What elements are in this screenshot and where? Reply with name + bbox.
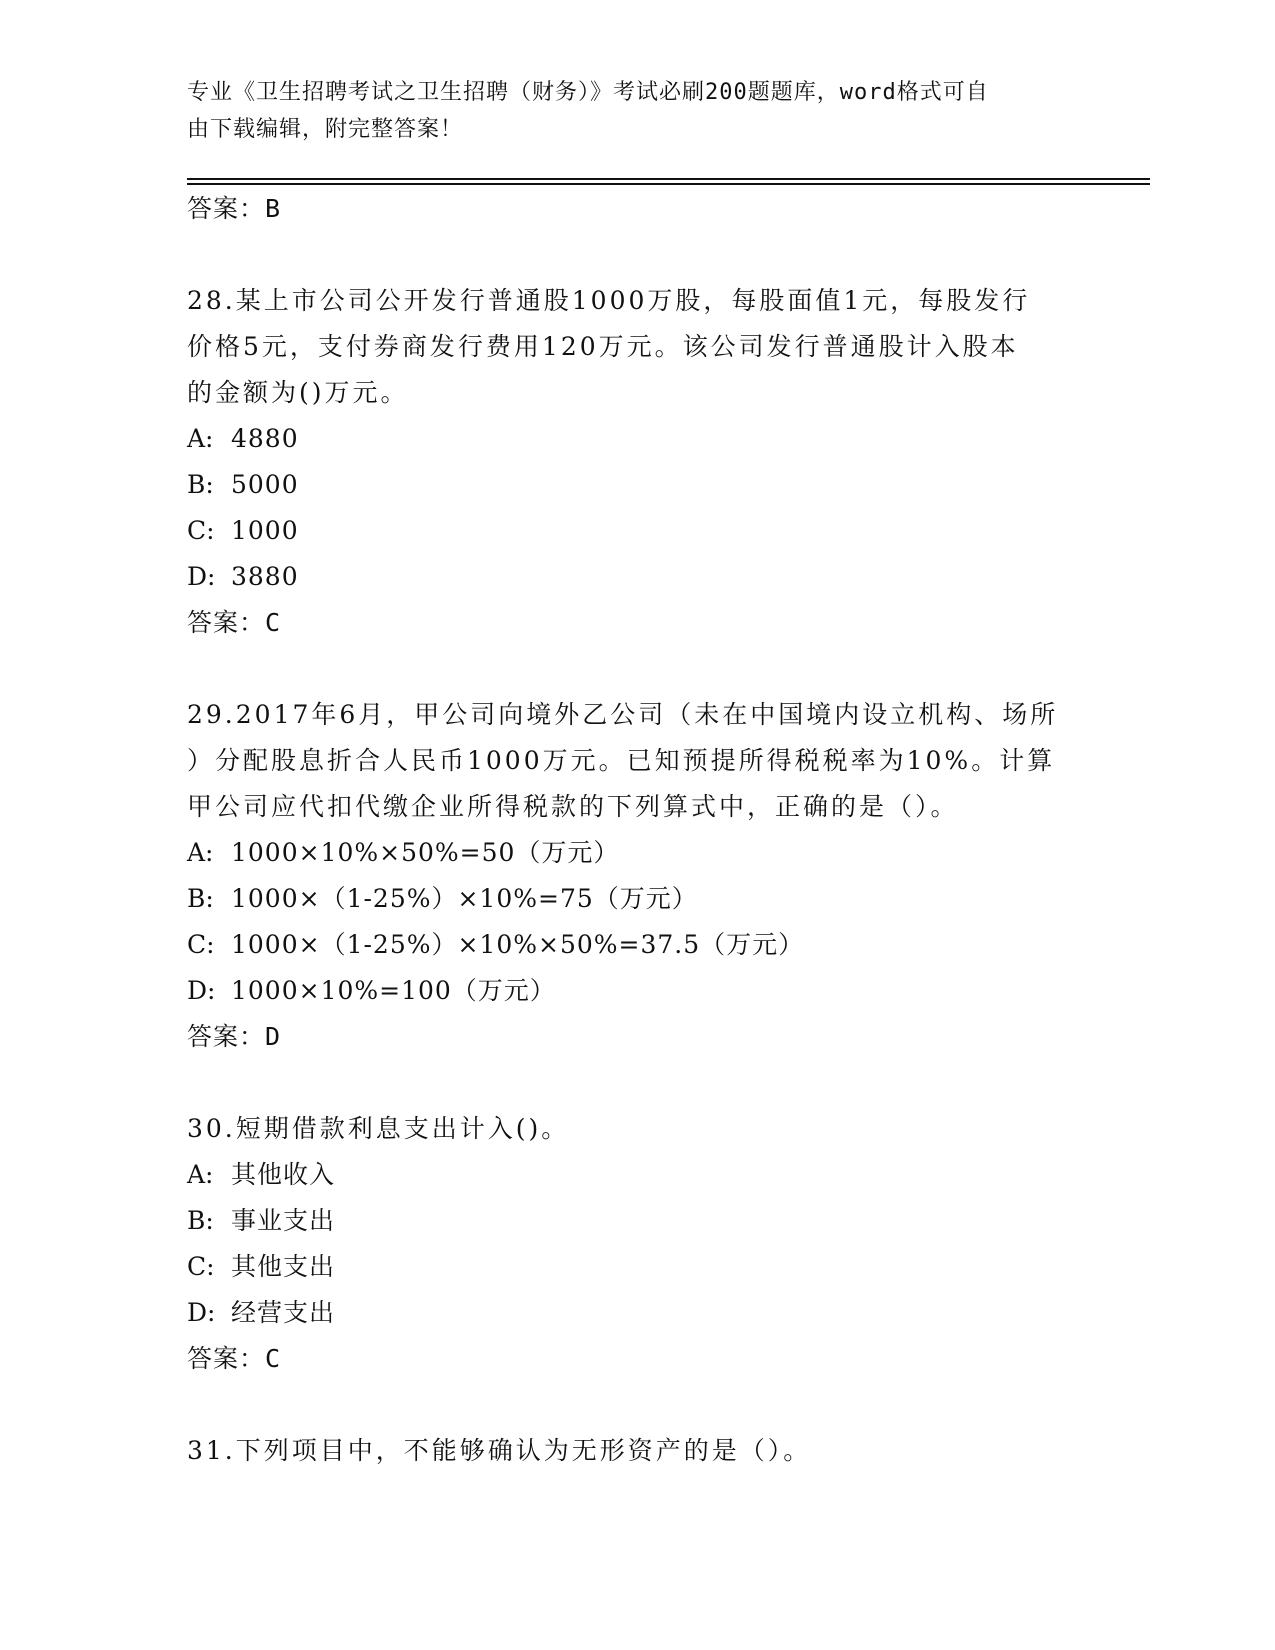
option-label: D:	[187, 1298, 216, 1327]
option-label: B:	[187, 884, 214, 913]
option-label: C:	[187, 1252, 215, 1281]
option-text: 其他收入	[231, 1160, 336, 1189]
question-text-line: 价格5元，支付券商发行费用120万元。该公司发行普通股计入股本	[187, 332, 1019, 361]
option-a	[187, 416, 1067, 462]
option-text: 3880	[231, 562, 299, 591]
option-c	[187, 922, 1067, 968]
question-text-line: 29.2017年6月，甲公司向境外乙公司（未在中国境内设立机构、场所	[187, 700, 1059, 729]
option-b	[187, 1198, 1067, 1244]
option-text: 其他支出	[231, 1252, 336, 1281]
question-text-line: 的金额为()万元。	[187, 378, 409, 407]
option-text: 5000	[231, 470, 299, 499]
option-d	[187, 554, 1067, 600]
header-line-1: 专业《卫生招聘考试之卫生招聘（财务）》考试必刷200题题库，word格式可自	[187, 80, 989, 105]
option-text: 4880	[231, 424, 299, 453]
option-label: B:	[187, 470, 214, 499]
option-a	[187, 1152, 1067, 1198]
question-text-line: 28.某上市公司公开发行普通股1000万股，每股面值1元，每股发行	[187, 286, 1031, 315]
question-text-line: ）分配股息折合人民币1000万元。已知预提所得税税率为10%。计算	[187, 746, 1056, 775]
question-answer: 答案：C	[187, 1344, 282, 1373]
option-c	[187, 508, 1067, 554]
option-text: 1000×（1-25%）×10%=75（万元）	[231, 884, 698, 913]
header-rule-bottom	[187, 183, 1150, 185]
question-text-line: 30.短期借款利息支出计入()。	[187, 1114, 570, 1143]
spacer	[187, 646, 1067, 692]
option-text: 1000×10%=100（万元）	[231, 976, 556, 1005]
option-label: D:	[187, 562, 216, 591]
option-b	[187, 462, 1067, 508]
option-label: B:	[187, 1206, 214, 1235]
question-answer: 答案：C	[187, 608, 282, 637]
question-28	[187, 278, 1067, 646]
previous-answer: 答案：B	[187, 194, 282, 223]
option-label: C:	[187, 516, 215, 545]
option-text: 经营支出	[231, 1298, 336, 1327]
option-label: A:	[187, 424, 214, 453]
question-text-line: 甲公司应代扣代缴企业所得税款的下列算式中，正确的是（）。	[187, 792, 959, 821]
option-text: 1000×（1-25%）×10%×50%=37.5（万元）	[231, 930, 805, 959]
document-body	[187, 186, 1067, 1474]
option-text: 1000	[231, 516, 299, 545]
option-text: 1000×10%×50%=50（万元）	[231, 838, 620, 867]
page-header	[187, 74, 1067, 148]
question-31	[187, 1428, 1067, 1474]
option-d	[187, 1290, 1067, 1336]
header-rule-top	[187, 178, 1150, 180]
option-b	[187, 876, 1067, 922]
option-text: 事业支出	[231, 1206, 336, 1235]
spacer	[187, 1382, 1067, 1428]
option-c	[187, 1244, 1067, 1290]
header-line-2: 由下载编辑，附完整答案！	[187, 117, 464, 142]
option-label: A:	[187, 1160, 214, 1189]
question-answer: 答案：D	[187, 1022, 282, 1051]
spacer	[187, 1060, 1067, 1106]
spacer	[187, 232, 1067, 278]
option-d	[187, 968, 1067, 1014]
question-29	[187, 692, 1067, 1060]
option-a	[187, 830, 1067, 876]
option-label: A:	[187, 838, 214, 867]
question-30	[187, 1106, 1067, 1382]
question-text-line: 31.下列项目中，不能够确认为无形资产的是（）。	[187, 1436, 812, 1465]
option-label: D:	[187, 976, 216, 1005]
option-label: C:	[187, 930, 215, 959]
